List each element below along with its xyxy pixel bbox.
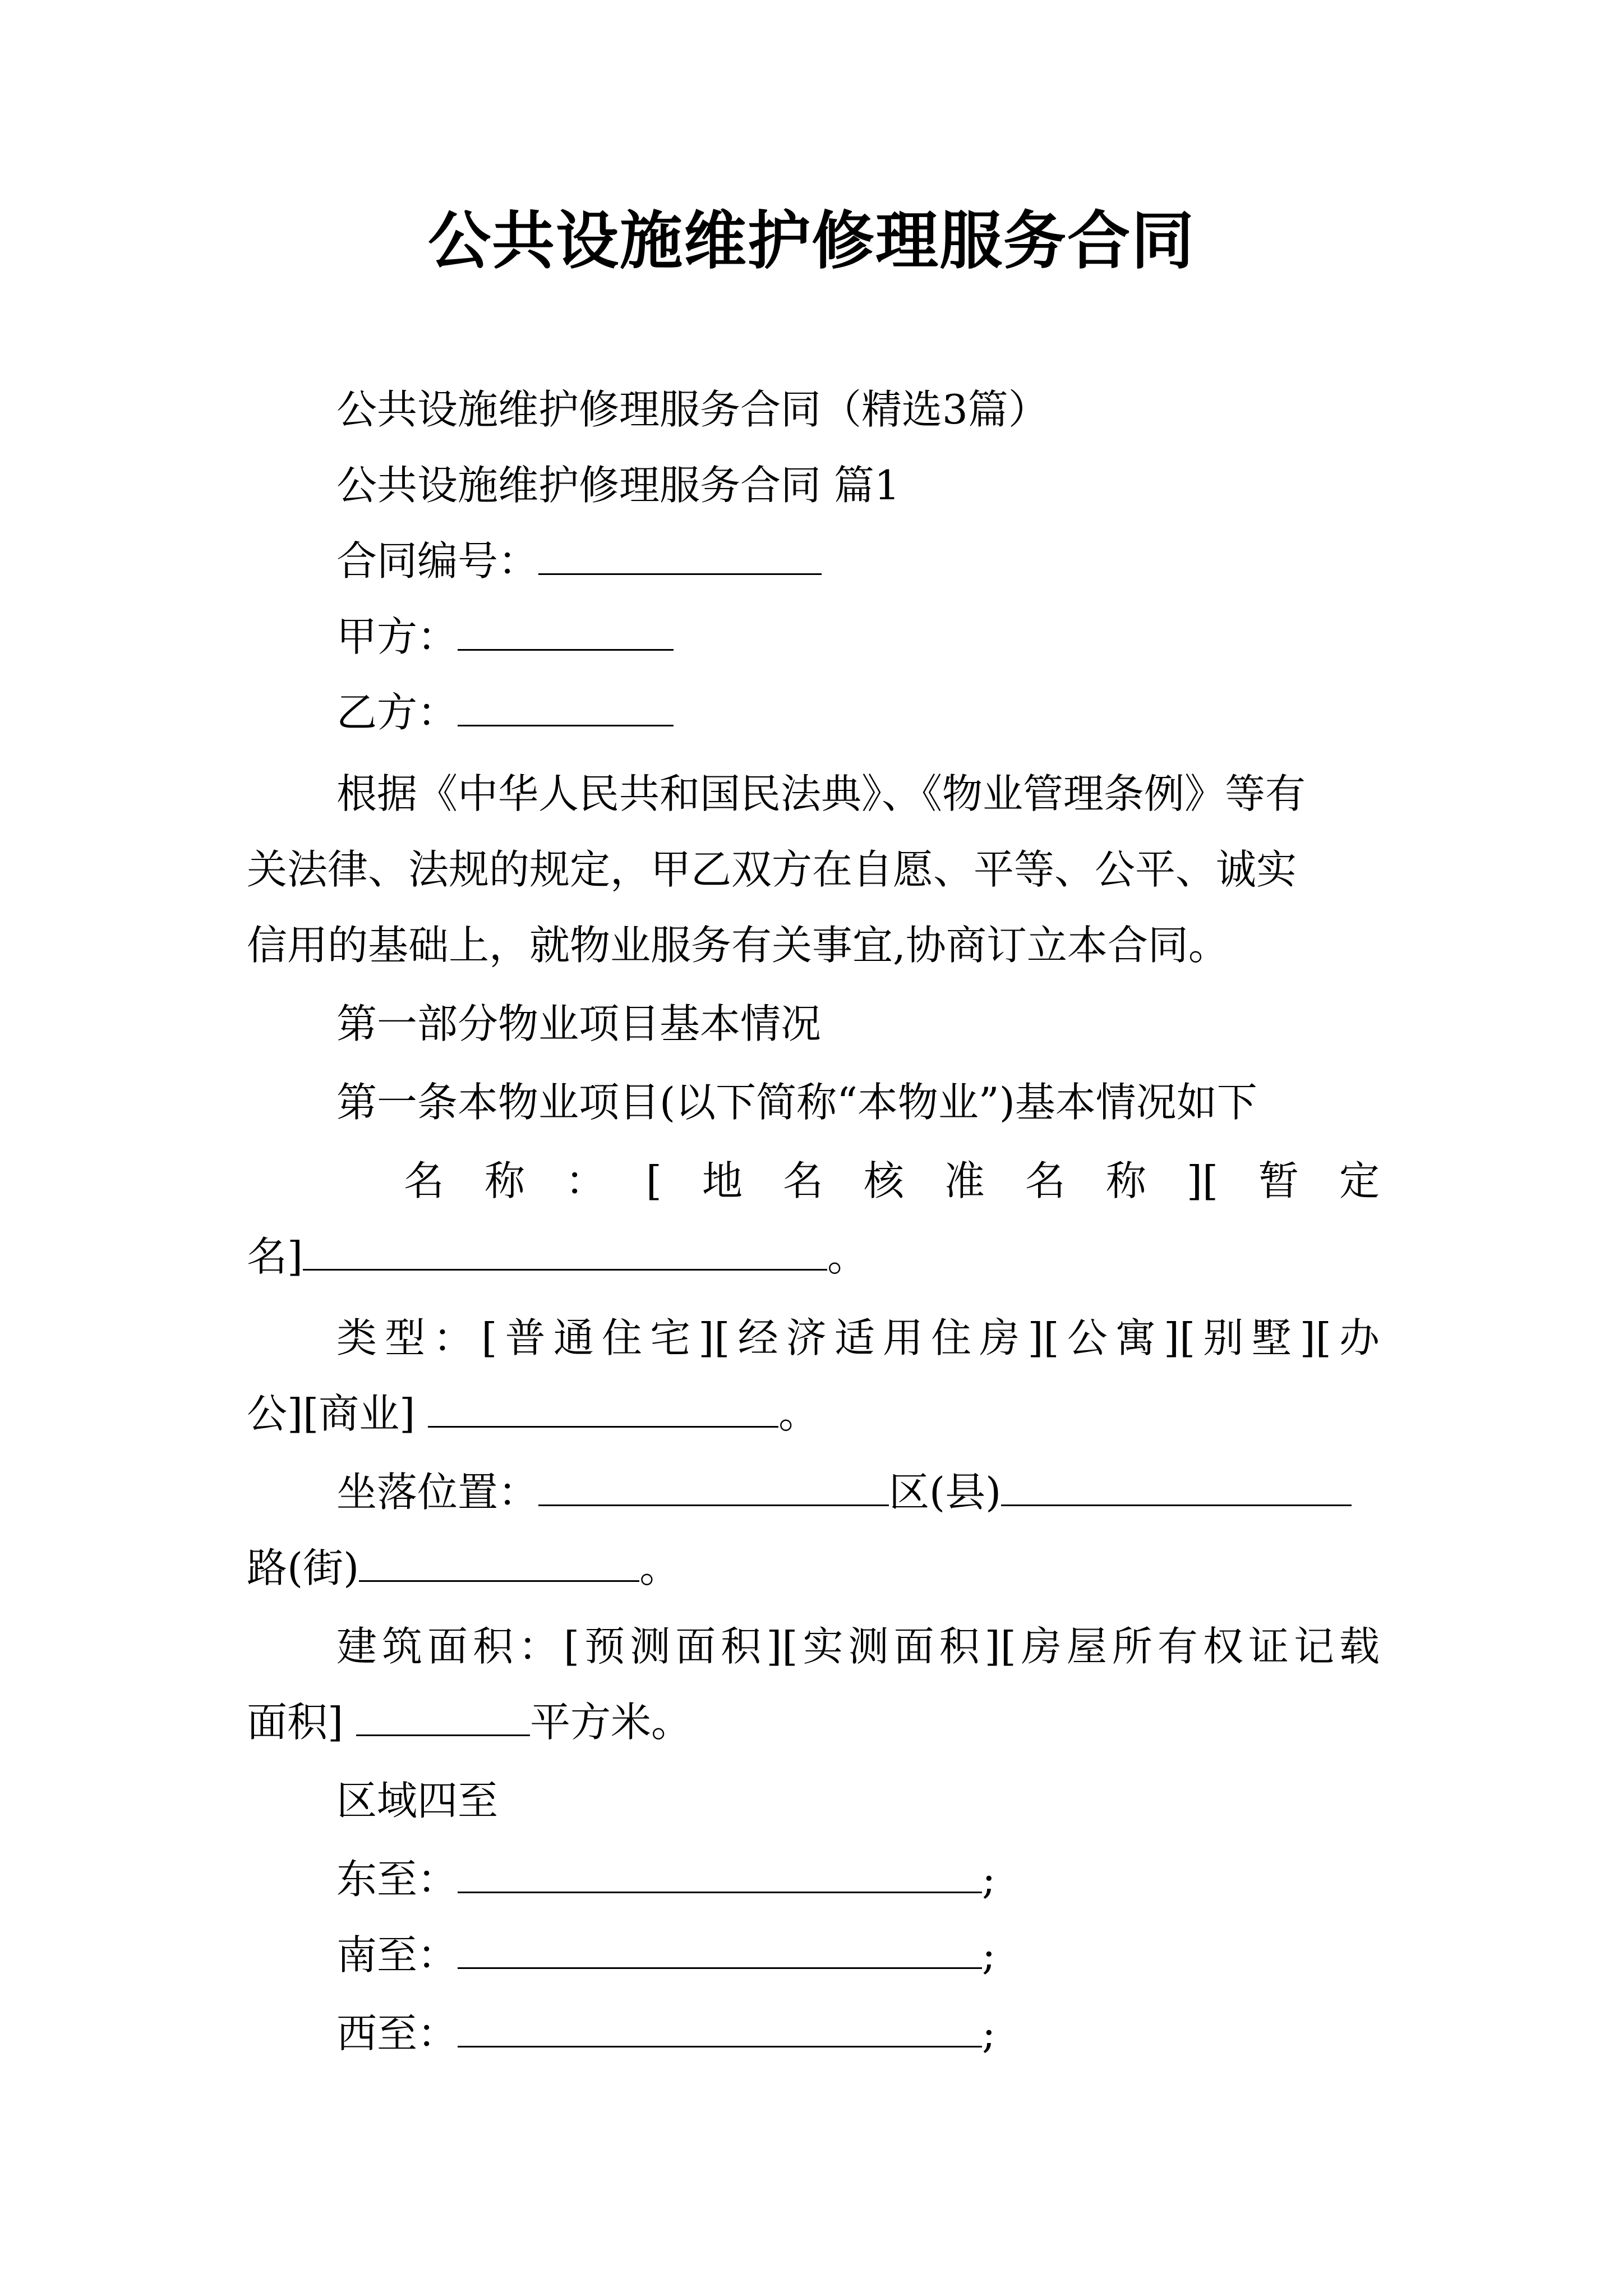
- type-field-line-2: 公][商业] 。: [247, 1390, 819, 1437]
- section-heading: 公共设施维护修理服务合同 篇1: [336, 462, 900, 509]
- name-blank: [303, 1234, 827, 1271]
- location-blank-3: [359, 1545, 639, 1582]
- name-field-line-1: 名称：[地名核准名称][暂定: [404, 1157, 1380, 1204]
- area-field-line-1: 建筑面积：[预测面积][实测面积][房屋所有权证记载: [336, 1623, 1380, 1670]
- party-a-blank: [458, 614, 674, 651]
- contract-number-label: 合同编号：: [336, 537, 539, 585]
- part-one-heading: 第一部分物业项目基本情况: [336, 1000, 822, 1047]
- document-title: 公共设施维护修理服务合同: [428, 205, 1195, 278]
- party-a-label: 甲方：: [336, 613, 458, 660]
- article-one: 第一条本物业项目(以下简称“本物业”)基本情况如下: [336, 1079, 1257, 1126]
- name-field-line-2: 名] 。: [247, 1233, 868, 1280]
- subtitle: 公共设施维护修理服务合同（精选3篇）: [336, 386, 1049, 433]
- boundary-south-blank: [458, 1932, 982, 1969]
- boundary-east: 东至： ;: [336, 1856, 996, 1903]
- type-blank: [428, 1391, 778, 1428]
- contract-number-row: [336, 533, 822, 589]
- contract-number-blank: [538, 539, 822, 575]
- location-blank-2: [1001, 1470, 1352, 1506]
- boundary-south: 南至： ;: [336, 1931, 996, 1978]
- party-a-row: [336, 609, 674, 665]
- intro-line-2: 关法律、法规的规定，甲乙双方在自愿、平等、公平、诚实: [247, 846, 1297, 893]
- boundary-east-blank: [458, 1857, 982, 1893]
- party-b-blank: [458, 690, 674, 726]
- type-field-line-1: 类型：[普通住宅][经济适用住房][公寓][别墅][办: [336, 1314, 1380, 1361]
- boundary-west-blank: [458, 2011, 982, 2047]
- boundary-west: 西至： ;: [336, 2010, 996, 2057]
- party-b-row: [336, 684, 674, 740]
- location-blank-1: [538, 1470, 889, 1506]
- intro-line-3: 信用的基础上，就物业服务有关事宜,协商订立本合同。: [247, 922, 1229, 969]
- boundary-heading: 区域四至: [336, 1777, 499, 1824]
- party-b-label: 乙方：: [336, 689, 458, 736]
- intro-line-1: 根据《中华人民共和国民法典》、《物业管理条例》等有: [336, 770, 1306, 817]
- location-field-line-2: 路(街) 。: [247, 1544, 680, 1591]
- location-field-line-1: 坐落位置： 区(县): [336, 1464, 1352, 1520]
- area-field-line-2: 面积] 平方米。: [247, 1699, 691, 1746]
- area-blank: [356, 1700, 530, 1736]
